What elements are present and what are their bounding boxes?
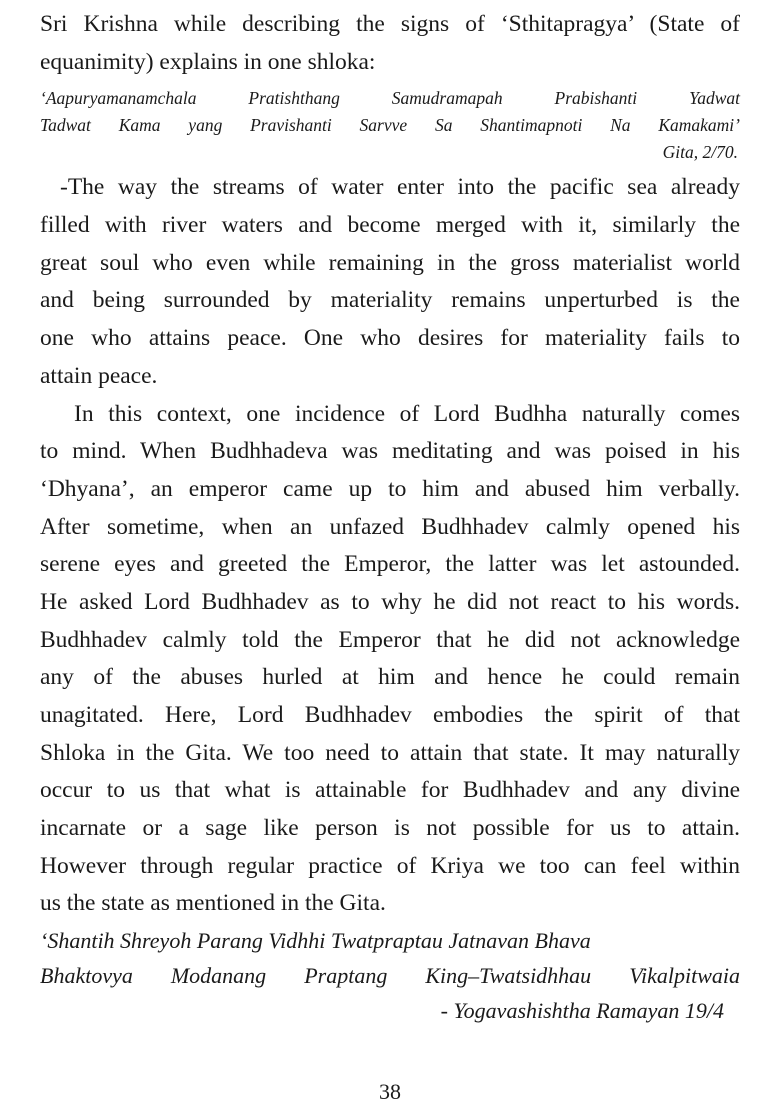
paragraph-line: and being surrounded by materiality remains unperturbed is the <box>40 287 740 314</box>
paragraph-line: attain peace. <box>40 362 158 389</box>
paragraph-line: Budhhadev calmly told the Emperor that he did not acknowledge <box>40 626 740 653</box>
paragraph-line: us the state as mentioned in the Gita. <box>40 890 386 917</box>
paragraph-line: Shloka in the Gita. We too need to attain that state. It may naturally <box>40 739 740 766</box>
paragraph-line: ‘Dhyana’, an emperor came up to him and abused him verbally. <box>40 475 740 502</box>
shloka-citation: Gita, 2/70. <box>662 142 738 163</box>
shloka-line: ‘Shantih Shreyoh Parang Vidhhi Twatpraptau Jatnavan Bhava <box>40 928 591 954</box>
paragraph-line: any of the abuses hurled at him and hence he could remain <box>40 664 740 691</box>
page-number: 38 <box>379 1079 401 1104</box>
paragraph-line: unagitated. Here, Lord Budhhadev embodies the spirit of that <box>40 702 740 728</box>
paragraph-line: -The way the streams of water enter into the pacific sea already <box>60 174 740 201</box>
shloka-line: Tadwat Kama yang Pravishanti Sarvve Sa Shantimapnoti Na Kamakami’ <box>40 115 740 136</box>
paragraph-line: He asked Lord Budhhadev as to why he did not react to his words. <box>40 588 740 615</box>
intro-line: equanimity) explains in one shloka: <box>40 48 376 75</box>
paragraph-line: incarnate or a sage like person is not possible for us to attain. <box>40 815 740 842</box>
shloka-citation: - Yogavashishtha Ramayan 19/4 <box>440 998 724 1024</box>
paragraph-line: to mind. When Budhhadeva was meditating and was poised in his <box>40 438 740 465</box>
page-body <box>40 6 740 1028</box>
paragraph-line: However through regular practice of Kriya we too can feel within <box>40 852 740 879</box>
paragraph-line: After sometime, when an unfazed Budhhadev calmly opened his <box>40 513 740 540</box>
shloka-line: ‘Aapuryamanamchala Pratishthang Samudramapah Prabishanti Yadwat <box>40 88 740 109</box>
paragraph-line: occur to us that what is attainable for Budhhadev and any divine <box>40 777 740 804</box>
intro-line: Sri Krishna while describing the signs of ‘Sthitapragya’ (State of <box>40 11 740 37</box>
paragraph-line: filled with river waters and become merged with it, similarly the <box>40 212 740 239</box>
paragraph-line: In this context, one incidence of Lord Budhha naturally comes <box>74 400 740 427</box>
paragraph-line: one who attains peace. One who desires for materiality fails to <box>40 325 740 352</box>
paragraph-line: serene eyes and greeted the Emperor, the latter was let astounded. <box>40 551 740 578</box>
shloka-line: Bhaktovya Modanang Praptang King–Twatsidhhau Vikalpitwaia <box>40 963 740 989</box>
paragraph-line: great soul who even while remaining in the gross materialist world <box>40 249 740 276</box>
